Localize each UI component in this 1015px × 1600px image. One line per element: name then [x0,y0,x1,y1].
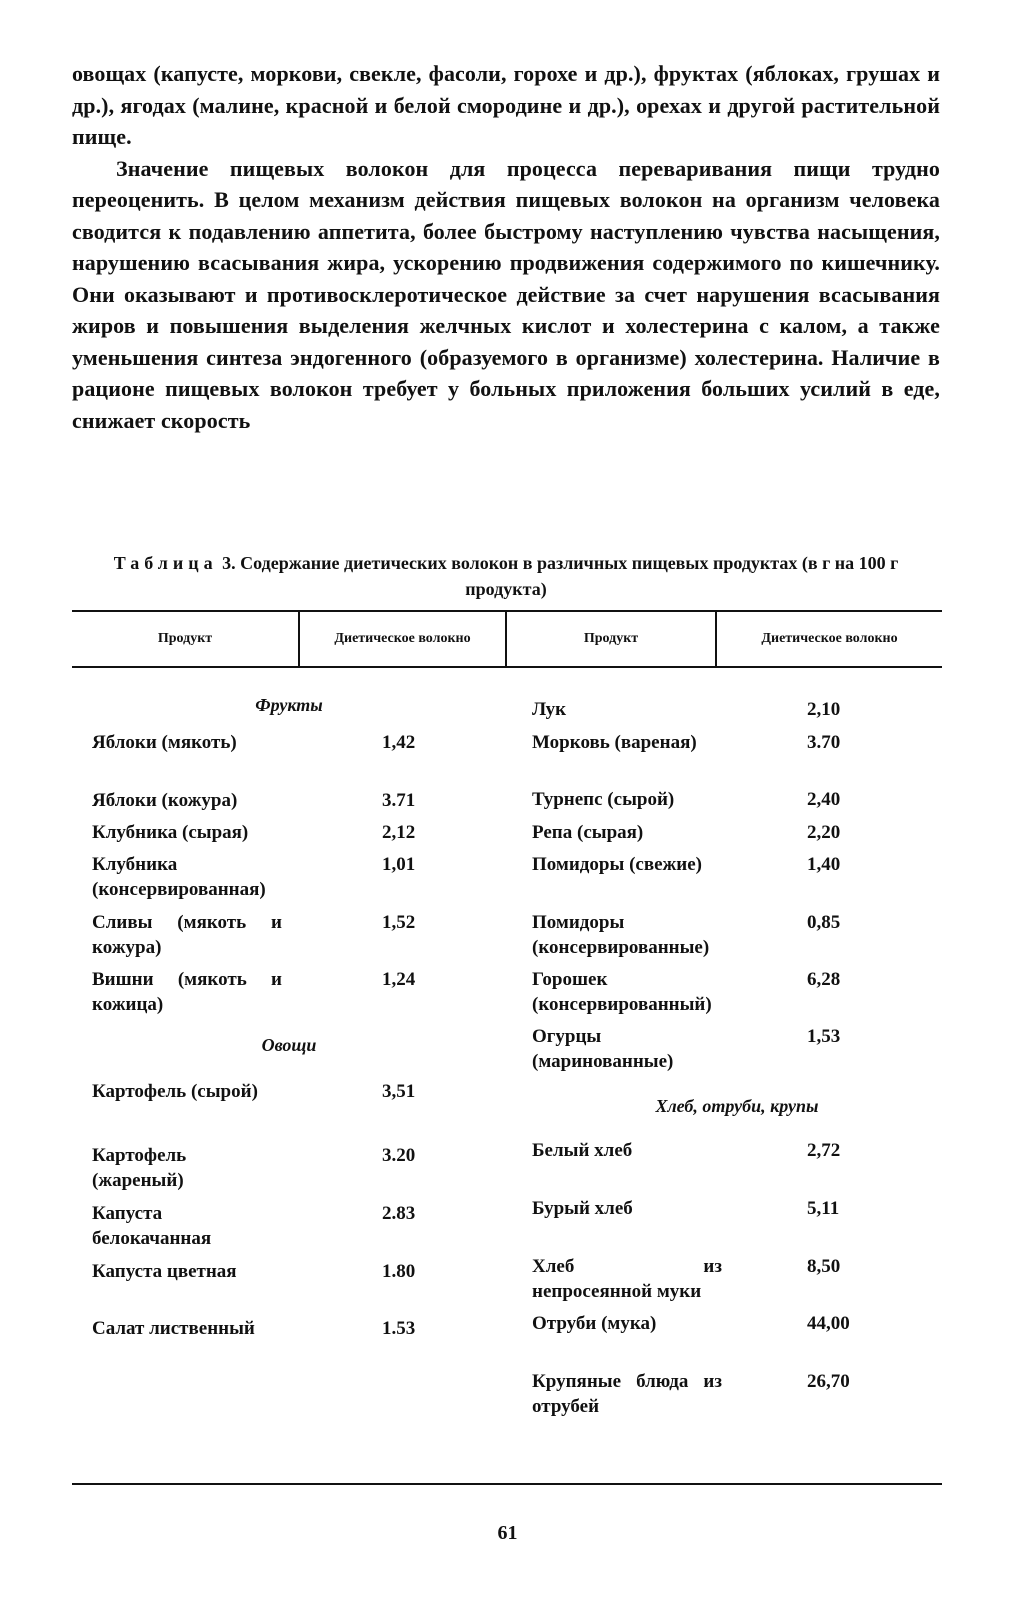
product-name: Отруби (мука) [532,1313,657,1334]
fiber-value: 2,20 [807,822,841,843]
product-name: Крупяные блюда из отрубей [532,1371,722,1417]
table-header-rule [72,666,942,668]
table-row [92,788,462,820]
page-number: 61 [497,1522,518,1544]
fiber-value: 3.71 [382,790,416,811]
table-row [532,1369,882,1427]
fiber-value: 26,70 [807,1371,850,1392]
product-name: Клубника (консервированная) [92,854,266,900]
section-title-bread: Хлеб, отруби, крупы [655,1096,819,1116]
header-product-right: Продукт [583,631,639,646]
fiber-value: 1,24 [382,969,416,990]
section-title-fruits: Фрукты [255,695,323,715]
product-name: Картофель (жареный) [92,1145,187,1191]
table-row [92,1316,462,1374]
fiber-value: 5,11 [807,1198,840,1219]
table-row [532,820,882,852]
table-caption-number: 3. [222,553,236,573]
product-name: Морковь (вареная) [532,732,697,753]
header-product-left: Продукт [157,631,213,646]
table-row [92,730,462,788]
body-text [72,58,940,436]
header-fiber-left: Диетическое волокно [334,631,471,646]
fiber-value: 1.80 [382,1261,416,1282]
product-name: Салат лиственный [92,1318,255,1339]
table-row [532,1196,882,1254]
product-name: Горошек (консервированный) [532,969,712,1015]
fiber-value: 3.70 [807,732,841,753]
table-caption-text: Содержание диетических волокон в различных пищевых продуктах (в г на 100 г продукта) [240,553,899,599]
product-name: Хлеб из непросеянной муки [532,1256,722,1302]
product-name: Белый хлеб [532,1140,633,1161]
product-name: Сливы (мякоть и кожура) [92,912,282,958]
paragraph-2: Значение пищевых волокон для процесса переваривания пищи трудно переоценить. В целом механизм действия пищевых волокон на организм человека сводится к подавлению аппетита, более быстрому наступлению чувства насыщения, нарушению всасывания жира, ускорению продвижения содержимого по кишечнику. Они оказывают и противосклеротическое действие за счет нарушения всасывания жиров и повышения выделения желчных кислот и холестерина с калом, а также уменьшения синтеза эндогенного (образуемого в организме) холестерина. Наличие в рационе пищевых волокон требует у больных приложения больших усилий в еде, снижает скорость [72,155,940,433]
table-row [532,1254,882,1311]
table-row [92,1143,462,1201]
fiber-value: 0,85 [807,912,841,933]
table-row [532,1311,882,1369]
product-name: Огурцы (маринованные) [532,1026,674,1072]
product-name: Клубника (сырая) [92,822,249,843]
fiber-value: 2,40 [807,789,841,810]
fiber-value: 44,00 [807,1313,850,1334]
table-row [532,910,882,967]
fiber-value: 2,10 [807,699,841,720]
table-row [92,852,462,910]
fiber-value: 2,72 [807,1140,841,1161]
product-name: Бурый хлеб [532,1198,633,1219]
table-right-column [532,697,882,1427]
product-name: Яблоки (мякоть) [92,732,237,753]
table-row [92,820,462,852]
product-name: Турнепс (сырой) [532,789,675,810]
product-name: Лук [532,699,567,720]
table-row [92,1201,462,1259]
fiber-value: 2.83 [382,1203,416,1224]
fiber-value: 1,52 [382,912,416,933]
table-row [532,967,882,1024]
section-title-vegetables: Овощи [261,1035,317,1055]
table-caption-label: Таблица [113,553,218,573]
fiber-value: 3.20 [382,1145,416,1166]
table-row [532,1024,882,1096]
fiber-value: 1.53 [382,1318,416,1339]
product-name: Капуста цветная [92,1261,237,1282]
fiber-value: 2,12 [382,822,416,843]
table-row [532,697,882,730]
table-caption [72,550,940,602]
fiber-value: 1,40 [807,854,841,875]
fiber-value: 1,42 [382,732,416,753]
fiber-value: 3,51 [382,1081,416,1102]
product-name: Яблоки (кожура) [92,790,238,811]
paragraph-1: овощах (капусте, моркови, свекле, фасоли, горохе и др.), фруктах (яблоках, грушах и др.), ягодах (малине, красной и белой смородине и др.), орехах и другой растительной пище. [72,61,940,149]
table-row [92,1079,462,1143]
header-fiber-right: Диетическое волокно [761,631,898,646]
product-name: Вишни (мякоть и кожица) [92,969,282,1015]
table-row [532,787,882,820]
product-name: Картофель (сырой) [92,1081,258,1102]
fiber-value: 6,28 [807,969,841,990]
table-row [532,852,882,910]
product-name: Помидоры (консервированные) [532,912,710,958]
fiber-value: 1,53 [807,1026,841,1047]
fiber-value: 1,01 [382,854,416,875]
product-name: Капуста белокачанная [92,1203,212,1249]
table-row [532,730,882,787]
table-bottom-rule [72,1483,942,1485]
fiber-value: 8,50 [807,1256,841,1277]
table-row [92,1259,462,1316]
table-row [92,910,462,967]
table-left-column [92,695,462,1374]
product-name: Помидоры (свежие) [532,854,703,875]
product-name: Репа (сырая) [532,822,644,843]
table-row [532,1138,882,1196]
table-row [92,967,462,1035]
